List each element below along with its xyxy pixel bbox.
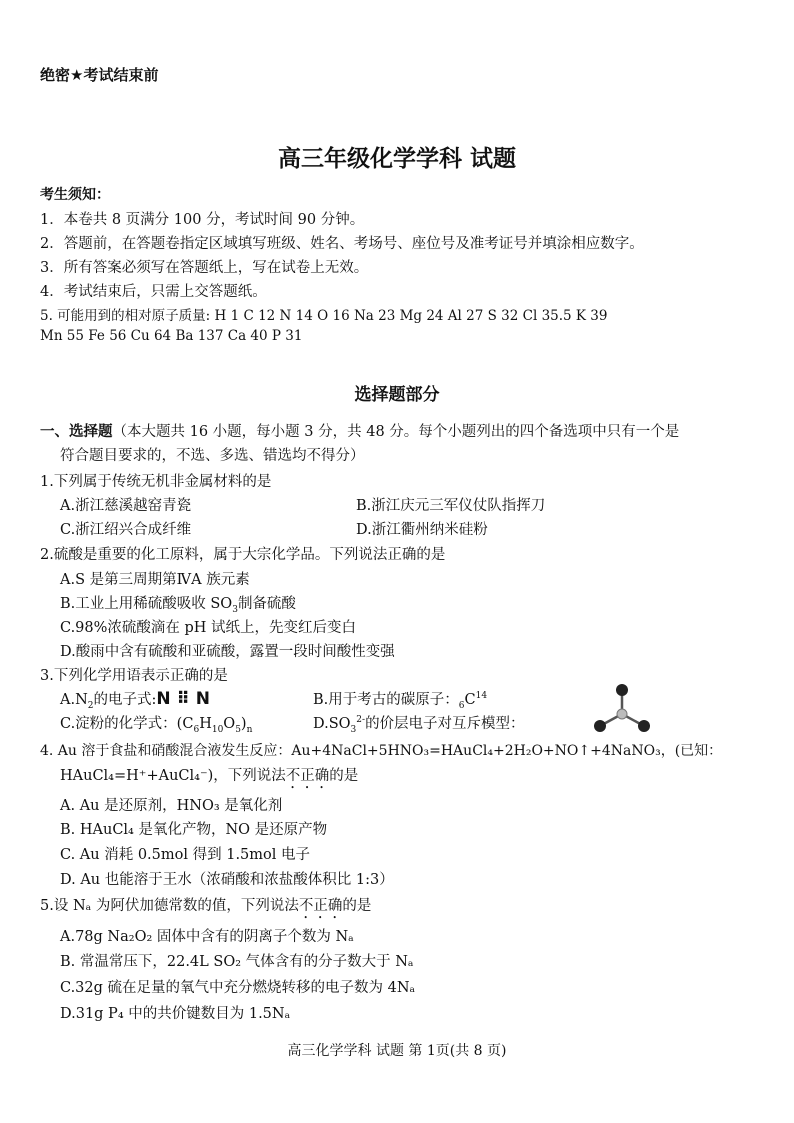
notice-item-atomic-mass: 5. 可能用到的相对原子质量: H 1 C 12 N 14 O 16 Na 23 Mg 24 Al 27 S 32 Cl 35.5 K 39 (40, 308, 608, 324)
q3-stem: 3.下列化学用语表示正确的是 (40, 668, 228, 684)
q3-b-presub: 6 (458, 700, 465, 711)
q5-stem (40, 894, 371, 922)
q4-option-c: C. Au 消耗 0.5mol 得到 1.5mol 电子 (60, 847, 311, 863)
page-title: 高三年级化学学科 试题 (277, 146, 516, 172)
q5-stem-text-post: 的是 (342, 898, 372, 914)
notice-item: 1．本卷共 8 页满分 100 分，考试时间 90 分钟。 (40, 212, 365, 228)
q2-stem: 2.硫酸是重要的化工原料，属于大宗化学品。下列说法正确的是 (40, 547, 446, 563)
q4-stem-cont (60, 764, 358, 792)
confidential-mark: 绝密★考试结束前 (40, 66, 159, 84)
q3-c-text: O (223, 716, 236, 732)
notice-item: 4．考试结束后，只需上交答题纸。 (40, 284, 267, 300)
q3-c-sub: 6 (193, 724, 200, 735)
q3-c-text: H (199, 716, 212, 732)
q3-b-sup: 14 (475, 691, 488, 702)
part-desc-cont: 符合题目要求的，不选、多选、错选均不得分） (60, 448, 365, 464)
q3-c-text: C.淀粉的化学式：(C (60, 716, 194, 732)
q5-option-d: D.31g P₄ 中的共价键数目为 1.5Nₐ (60, 1006, 291, 1022)
q2-b-sub: 3 (232, 604, 238, 615)
q1-option-d: D.浙江衢州纳米硅粉 (356, 522, 488, 538)
q3-c-text: ) (240, 716, 247, 732)
q3-option-b (313, 688, 487, 711)
notice-item-atomic-mass-cont: Mn 55 Fe 56 Cu 64 Ba 137 Ca 40 P 31 (40, 328, 303, 344)
q1-option-a: A.浙江慈溪越窑青瓷 (60, 498, 192, 514)
vsepr-model-diagram (592, 682, 652, 736)
q3-d-text: D.SO (313, 716, 351, 732)
q3-d-sub: 3 (350, 724, 357, 735)
q3-option-a (60, 688, 210, 711)
part-heading (40, 420, 679, 441)
q4-emphasis: 不正确 (285, 768, 330, 784)
q4-stem-text: HAuCl₄=H⁺+AuCl₄⁻)，下列说法 (60, 768, 286, 784)
q2-option-d: D.酸雨中含有硫酸和亚硫酸，露置一段时间酸性变强 (60, 644, 395, 660)
q3-option-c (60, 712, 252, 735)
q5-option-a: A.78g Na₂O₂ 固体中含有的阴离子个数为 Nₐ (60, 929, 354, 945)
q3-c-sub: 5 (235, 724, 241, 735)
q2-b-text-post: 制备硫酸 (237, 596, 296, 612)
q3-a-text: A.N (60, 692, 88, 708)
q2-option-b (60, 592, 296, 615)
q3-c-sub: n (246, 724, 253, 735)
q5-stem-text: 5.设 Nₐ 为阿伏加德常数的值，下列说法 (40, 898, 299, 914)
q1-stem: 1.下列属于传统无机非金属材料的是 (40, 474, 272, 490)
q3-b-symbol: C (464, 692, 476, 708)
q1-option-c: C.浙江绍兴合成纤维 (60, 522, 192, 538)
q4-option-b: B. HAuCl₄ 是氧化产物，NO 是还原产物 (60, 822, 328, 838)
part-desc: （本大题共 16 小题，每小题 3 分，共 48 分。每个小题列出的四个备选项中只有一个是 (112, 424, 680, 440)
q3-d-sup: 2- (356, 715, 366, 726)
q4-stem-text-post: 的是 (329, 768, 359, 784)
q3-a-text-post: 的电子式: (93, 692, 157, 708)
q2-option-c: C.98%浓硫酸滴在 pH 试纸上，先变红后变白 (60, 620, 357, 636)
q5-option-b: B. 常温常压下，22.4L SO₂ 气体含有的分子数大于 Nₐ (60, 954, 414, 970)
notice-item: 2．答题前，在答题卷指定区域填写班级、姓名、考场号、座位号及准考证号并填涂相应数字。 (40, 236, 644, 252)
q4-option-a: A. Au 是还原剂，HNO₃ 是氧化剂 (60, 798, 283, 814)
q2-option-a: A.S 是第三周期第ⅣA 族元素 (60, 572, 250, 588)
q3-d-text-post: 的价层电子对互斥模型： (365, 716, 525, 732)
q3-option-d (313, 712, 525, 735)
q2-b-text: B.工业上用稀硫酸吸收 SO (60, 596, 233, 612)
part-head: 一、选择题 (40, 424, 113, 440)
q3-a-sub: 2 (87, 700, 94, 711)
section-title: 选择题部分 (354, 385, 440, 405)
q5-emphasis: 不正确 (298, 898, 343, 914)
q1-option-b: B.浙江庆元三军仪仗队指挥刀 (356, 498, 546, 514)
page-footer: 高三化学学科 试题 第 1页(共 8 页) (287, 1043, 507, 1059)
q5-option-c: C.32g 硫在足量的氧气中充分燃烧转移的电子数为 4Nₐ (60, 980, 416, 996)
q3-a-electron-formula: N ⠿ N (156, 689, 210, 709)
q4-stem: 4. Au 溶于食盐和硝酸混合液发生反应：Au+4NaCl+5HNO₃=HAuCl₄+2H₂O+NO↑+4NaNO₃，(已知： (40, 743, 723, 759)
notice-item: 3．所有答案必须写在答题纸上，写在试卷上无效。 (40, 260, 369, 276)
q3-c-sub: 10 (211, 724, 224, 735)
q3-b-text: B.用于考古的碳原子： (313, 692, 459, 708)
q4-option-d: D. Au 也能溶于王水（浓硝酸和浓盐酸体积比 1:3） (60, 872, 394, 888)
notice-label: 考生须知： (40, 187, 110, 203)
